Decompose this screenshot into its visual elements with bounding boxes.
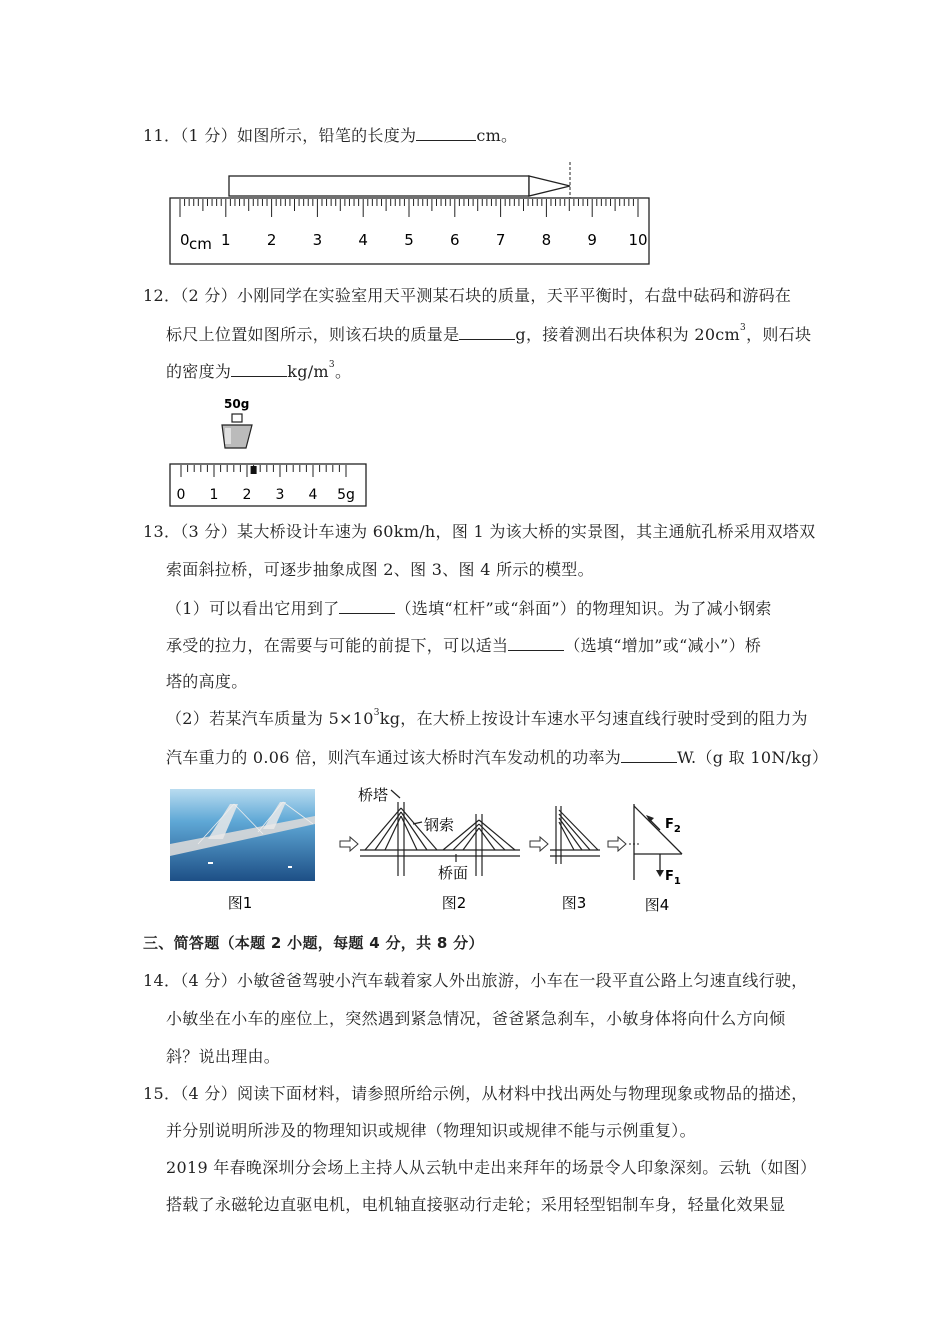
ruler-number: 3 — [312, 231, 323, 249]
balance-diagram — [168, 392, 372, 510]
ruler-number: 1 — [221, 231, 231, 249]
scale-number: 5g — [337, 487, 355, 503]
f2-label: $F_2$ — [665, 817, 681, 835]
ruler-unit: cm — [189, 235, 212, 253]
balance-figure — [168, 392, 372, 510]
q11-text: 11．（1 分）如图所示，铅笔的长度为 cm。 — [143, 126, 518, 145]
section-heading: 三、简答题（本题 2 小题，每题 4 分，共 8 分） — [143, 934, 484, 952]
density-answer-blank[interactable] — [231, 360, 287, 377]
q13-p1-line1: （1）可以看出它用到了 （选填“杠杆”或“斜面”）的物理知识。为了减小钢索 — [166, 599, 772, 618]
rider-marker — [251, 466, 257, 474]
weight-label: 50g — [224, 397, 250, 411]
ruler-number: 7 — [495, 231, 506, 249]
bridge-photo — [170, 789, 315, 881]
ruler-number: 5 — [404, 231, 414, 249]
mass-answer-blank[interactable] — [459, 323, 515, 340]
ruler-diagram — [168, 158, 652, 268]
scale-number: 2 — [242, 487, 252, 503]
answer-blank[interactable] — [416, 124, 476, 141]
scale-number: 0 — [176, 487, 186, 503]
ruler-number: 10 — [628, 231, 648, 249]
fig2-caption: 图2 — [441, 894, 467, 912]
ruler-zero: 0 — [180, 231, 190, 249]
q14-line2: 小敏坐在小车的座位上，突然遇到紧急情况，爸爸紧急刹车，小敏身体将向什么方向倾 — [166, 1009, 786, 1028]
scale-number: 4 — [308, 487, 318, 503]
ruler-number: 2 — [266, 231, 277, 249]
bridge-figures — [168, 784, 708, 920]
bridge-model-fig4 — [634, 804, 682, 880]
fig3-caption: 图3 — [561, 894, 587, 912]
tower-label: 桥塔 — [358, 786, 389, 804]
q15-line1: 15．（4 分）阅读下面材料，请参照所给示例，从材料中找出两处与物理现象或物品的描述， — [143, 1084, 808, 1103]
q13-p1-line3: 塔的高度。 — [166, 672, 248, 691]
q13-p2-line2: 汽车重力的 0.06 倍，则汽车通过该大桥时汽车发动机的功率为 W.（g 取 10N/kg） — [166, 748, 829, 767]
ruler-figure — [168, 158, 652, 268]
bridge-diagram — [168, 784, 708, 920]
ruler-number: 6 — [450, 231, 460, 249]
q12-line2: 标尺上位置如图所示，则该石块的质量是 g，接着测出石块体积为 $20cm^3$，则石块 — [166, 323, 812, 344]
q14-line1: 14．（4 分）小敏爸爸驾驶小汽车载着家人外出旅游，小车在一段平直公路上匀速直线行驶， — [143, 971, 808, 990]
f1-label: $F_1$ — [665, 869, 681, 887]
q15-line3: 2019 年春晚深圳分会场上主持人从云轨中走出来拜年的场景令人印象深刻。云轨（如图） — [166, 1158, 817, 1177]
q15-line2: 并分别说明所涉及的物理知识或规律（物理知识或规律不能与示例重复）。 — [166, 1121, 696, 1140]
bridge-model-fig3 — [550, 806, 600, 864]
q12-line3: 的密度为 $kg/m^3$。 — [166, 360, 352, 381]
ruler-number: 8 — [541, 231, 552, 249]
height-answer-blank[interactable] — [508, 634, 564, 651]
pencil-tip — [529, 176, 570, 196]
fig4-caption: 图4 — [644, 896, 670, 914]
q15-line4: 搭载了永磁轮边直驱电机，电机轴直接驱动行走轮；采用轻型铝制车身，轻量化效果显 — [166, 1195, 786, 1214]
q12-line1: 12．（2 分）小刚同学在实验室用天平测某石块的质量，天平平衡时，右盘中砝码和游码在 — [143, 286, 792, 305]
power-answer-blank[interactable] — [621, 746, 677, 763]
weight-knob — [232, 414, 242, 422]
q14-line3: 斜？说出理由。 — [166, 1047, 281, 1066]
f1-arrowhead — [656, 870, 664, 877]
scale-number: 3 — [275, 487, 285, 503]
arrow-icon — [340, 837, 358, 851]
scale-number: 1 — [209, 487, 219, 503]
q13-p1-line2: 承受的拉力，在需要与可能的前提下，可以适当 （选填“增加”或“减小”）桥 — [166, 636, 762, 655]
cable-label: 钢索 — [424, 816, 455, 834]
ruler-number: 9 — [587, 231, 597, 249]
pencil-body — [229, 176, 529, 196]
deck-label: 桥面 — [438, 864, 469, 882]
fig1-caption: 图1 — [227, 894, 253, 912]
arrow-icon — [608, 837, 626, 851]
q13-p2-line1: （2）若某汽车质量为 $5\times 10^3kg$，在大桥上按设计车速水平匀速直线行驶时受到的阻力为 — [166, 708, 808, 728]
lever-answer-blank[interactable] — [339, 597, 395, 614]
ruler-number: 4 — [358, 231, 368, 249]
arrow-icon — [530, 837, 548, 851]
q13-line2: 索面斜拉桥，可逐步抽象成图 2、图 3、图 4 所示的模型。 — [166, 560, 594, 579]
q13-line1: 13．（3 分）某大桥设计车速为 60km/h，图 1 为该大桥的实景图，其主通航孔桥采用双塔双 — [143, 522, 816, 541]
